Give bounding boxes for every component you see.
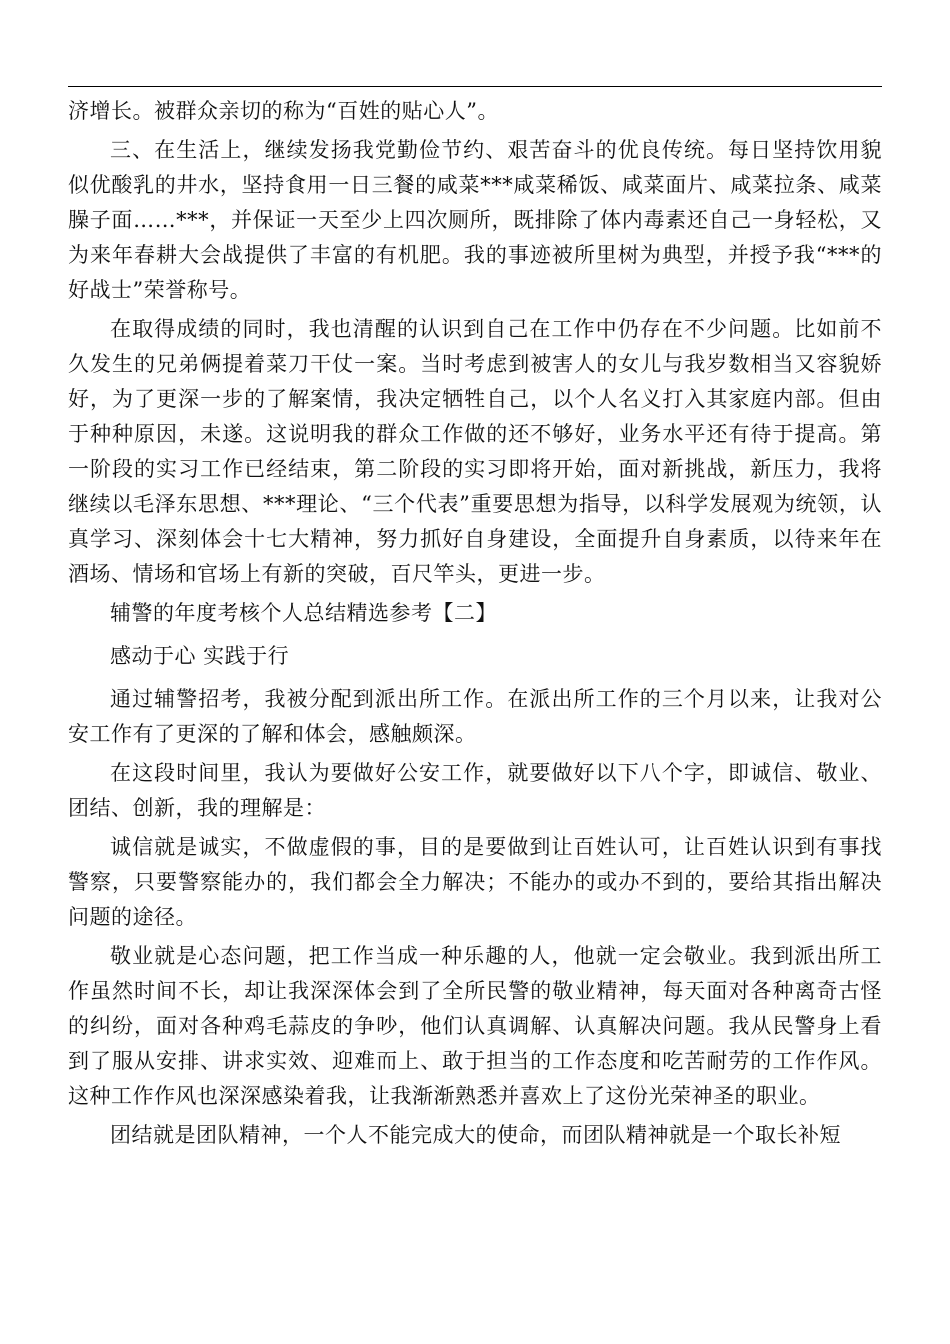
paragraph-continuation: 济增长。被群众亲切的称为“百姓的贴心人”。 bbox=[68, 99, 499, 123]
section-title: 辅警的年度考核个人总结精选参考【二】 bbox=[110, 601, 497, 625]
paragraph-problems: 在取得成绩的同时，我也清醒的认识到自己在工作中仍存在不少问题。比如前不久发生的兄弟俩提着菜刀干仗一案。当时考虑到被害人的女儿与我岁数相当又容貌娇好，为了更深一步的了解案情，我决定牺牲自己，以个人名义打入其家庭内部。但由于种种原因，未遂。这说明我的群众工作做的还不够好，业务水平还有待于提高。第一阶段的实习工作已经结束，第二阶段的实习即将开始，面对新挑战，新压力，我将继续以毛泽东思想、***理论、“三个代表”重要思想为指导，以科学发展观为统领，认真学习、深刻体会十七大精神，努力抓好自身建设，全面提升自身素质，以待来年在酒场、情场和官场上有新的突破，百尺竿头，更进一步。 bbox=[68, 317, 882, 586]
paragraph-intro: 通过辅警招考，我被分配到派出所工作。在派出所工作的三个月以来，让我对公安工作有了更深的了解和体会，感触颇深。 bbox=[68, 687, 882, 746]
document-body bbox=[68, 94, 882, 1157]
paragraph-dedication: 敬业就是心态问题，把工作当成一种乐趣的人，他就一定会敬业。我到派出所工作虽然时间不长，却让我深深体会到了全所民警的敬业精神，每天面对各种离奇古怪的纠纷，面对各种鸡毛蒜皮的争吵，他们认真调解、认真解决问题。我从民警身上看到了服从安排、讲求实效、迎难而上、敢于担当的工作态度和吃苦耐劳的工作作风。这种工作作风也深深感染着我，让我渐渐熟悉并喜欢上了这份光荣神圣的职业。 bbox=[68, 944, 882, 1108]
paragraph-life: 三、在生活上，继续发扬我党勤俭节约、艰苦奋斗的优良传统。每日坚持饮用貌似优酸乳的井水，坚持食用一日三餐的咸菜***咸菜稀饭、咸菜面片、咸菜拉条、咸菜臊子面……***，并保证一天至少上四次厕所，既排除了体内毒素还自己一身轻松，又为来年春耕大会战提供了丰富的有机肥。我的事迹被所里树为典型，并授予我“***的好战士”荣誉称号。 bbox=[68, 138, 882, 302]
section-subtitle: 感动于心 实践于行 bbox=[110, 644, 290, 668]
paragraph-eight-characters: 在这段时间里，我认为要做好公安工作，就要做好以下八个字，即诚信、敬业、团结、创新，我的理解是： bbox=[68, 761, 882, 820]
paragraph-integrity: 诚信就是诚实，不做虚假的事，目的是要做到让百姓认可，让百姓认识到有事找警察，只要警察能办的，我们都会全力解决；不能办的或办不到的，要给其指出解决问题的途径。 bbox=[68, 835, 882, 929]
header-rule bbox=[68, 86, 882, 87]
paragraph-unity: 团结就是团队精神，一个人不能完成大的使命，而团队精神就是一个取长补短 bbox=[110, 1123, 841, 1147]
